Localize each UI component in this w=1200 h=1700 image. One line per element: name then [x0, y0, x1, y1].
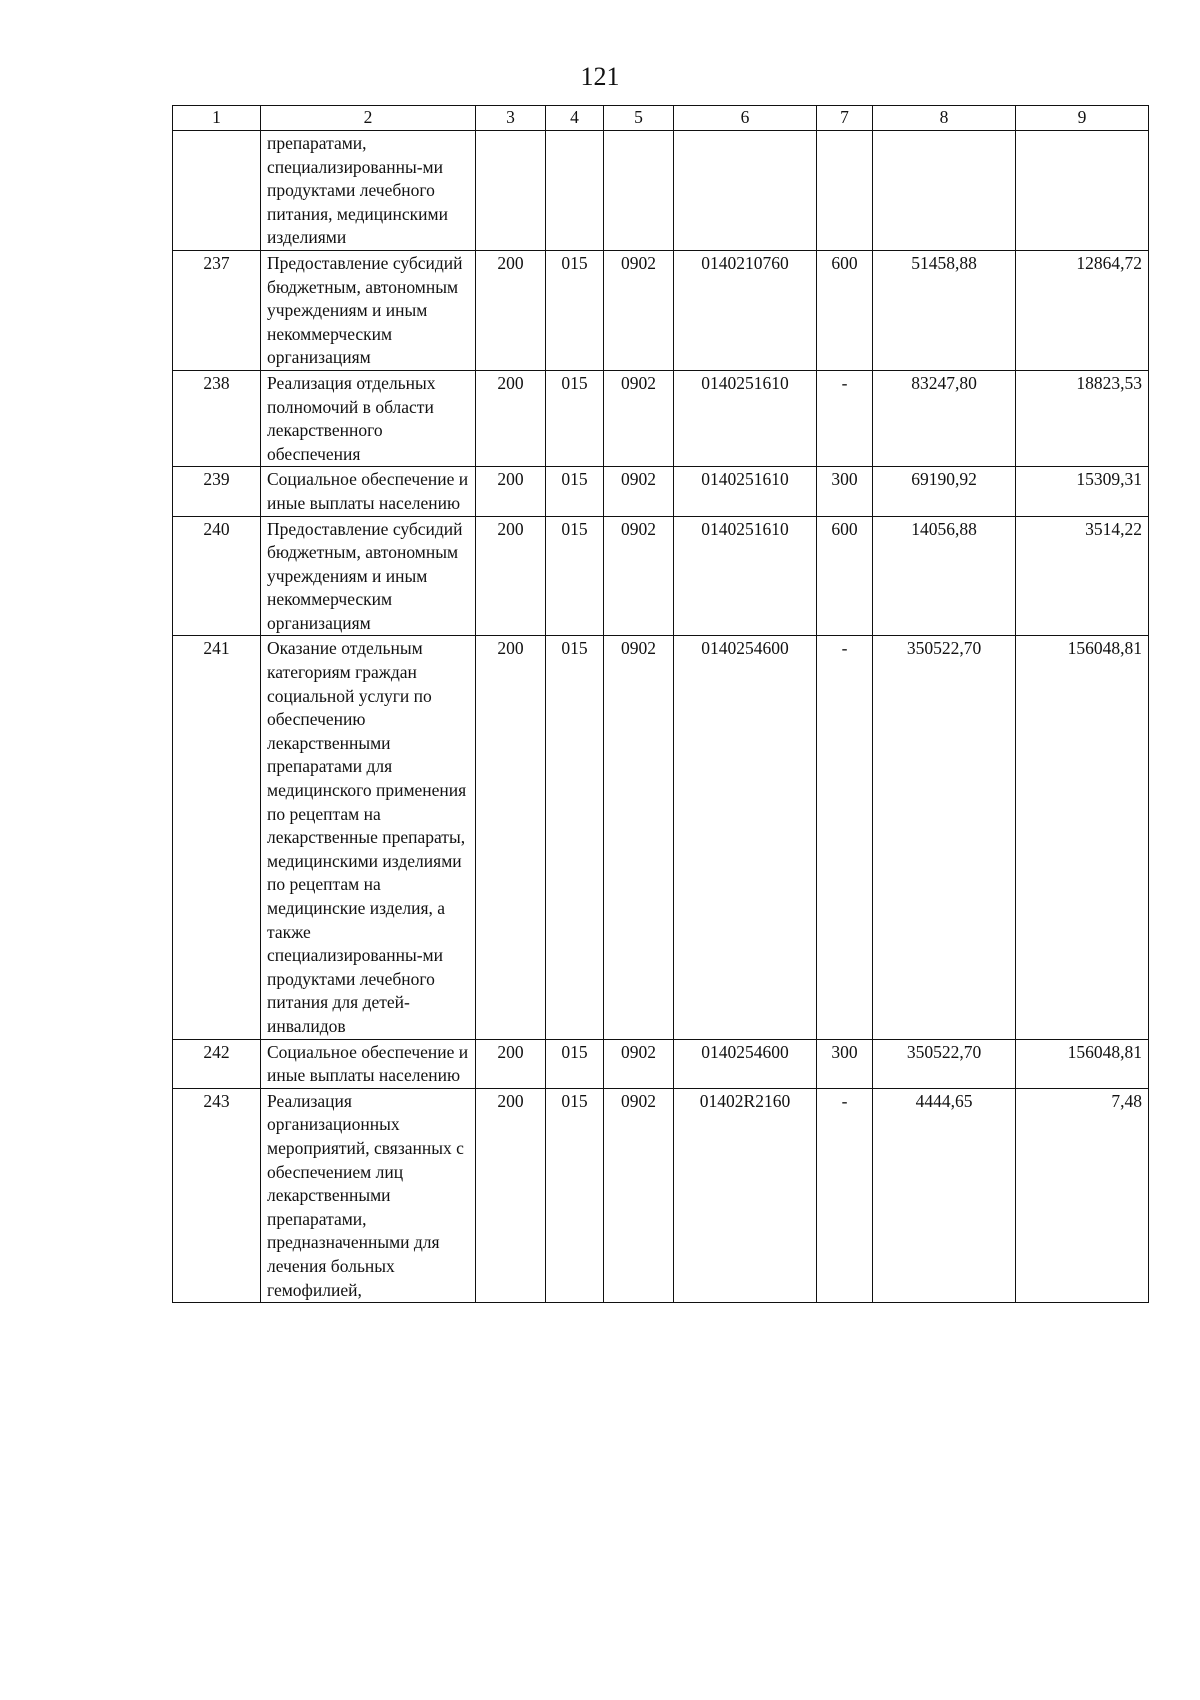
cell-c3: 200	[476, 250, 546, 370]
cell-c3: 200	[476, 636, 546, 1039]
cell-c8	[873, 131, 1016, 251]
cell-c8: 83247,80	[873, 370, 1016, 466]
budget-table	[172, 105, 1149, 1303]
row-name: Предоставление субсидий бюджетным, автономным учреждениям и иным некоммерческим организациям	[261, 516, 476, 636]
cell-c5: 0902	[604, 1088, 674, 1302]
header-cell: 8	[873, 106, 1016, 131]
row-name: Социальное обеспечение и иные выплаты населению	[261, 467, 476, 516]
table-row	[173, 250, 1149, 370]
cell-c5: 0902	[604, 636, 674, 1039]
table-row	[173, 516, 1149, 636]
row-name: Реализация организационных мероприятий, связанных с обеспечением лиц лекарственными препаратами, предназначенными для лечения больных гемофилией,	[261, 1088, 476, 1302]
cell-c3: 200	[476, 1039, 546, 1088]
cell-c3: 200	[476, 516, 546, 636]
cell-c6: 0140251610	[674, 516, 817, 636]
cell-c6: 0140251610	[674, 467, 817, 516]
cell-c7: -	[817, 1088, 873, 1302]
cell-c3: 200	[476, 1088, 546, 1302]
header-cell: 2	[261, 106, 476, 131]
cell-c8: 69190,92	[873, 467, 1016, 516]
header-cell: 9	[1016, 106, 1149, 131]
table-row	[173, 467, 1149, 516]
header-cell: 5	[604, 106, 674, 131]
header-cell: 1	[173, 106, 261, 131]
cell-c8: 14056,88	[873, 516, 1016, 636]
cell-c4: 015	[546, 636, 604, 1039]
cell-c9: 156048,81	[1016, 636, 1149, 1039]
header-cell: 3	[476, 106, 546, 131]
cell-c3: 200	[476, 467, 546, 516]
cell-c9	[1016, 131, 1149, 251]
row-number: 241	[173, 636, 261, 1039]
row-number: 242	[173, 1039, 261, 1088]
header-cell: 7	[817, 106, 873, 131]
cell-c4: 015	[546, 250, 604, 370]
row-number: 240	[173, 516, 261, 636]
cell-c7: -	[817, 636, 873, 1039]
cell-c9: 15309,31	[1016, 467, 1149, 516]
row-name: Предоставление субсидий бюджетным, автономным учреждениям и иным некоммерческим организациям	[261, 250, 476, 370]
row-number: 243	[173, 1088, 261, 1302]
cell-c4: 015	[546, 467, 604, 516]
cell-c6: 01402R2160	[674, 1088, 817, 1302]
cell-c5: 0902	[604, 370, 674, 466]
cell-c9: 3514,22	[1016, 516, 1149, 636]
row-name: Оказание отдельным категориям граждан социальной услуги по обеспечению лекарственными препаратами для медицинского применения по рецептам на лекарственные препараты, медицинскими изделиями по рецептам на медицинские изделия, а также специализированны-ми продуктами лечебного питания для детей-инвалидов	[261, 636, 476, 1039]
table-row	[173, 370, 1149, 466]
row-name: препаратами, специализированны-ми продуктами лечебного питания, медицинскими изделиями	[261, 131, 476, 251]
cell-c5: 0902	[604, 250, 674, 370]
row-number: 237	[173, 250, 261, 370]
cell-c9: 18823,53	[1016, 370, 1149, 466]
cell-c7: 300	[817, 467, 873, 516]
cell-c7: 600	[817, 250, 873, 370]
cell-c7: 300	[817, 1039, 873, 1088]
header-row	[173, 106, 1149, 131]
cell-c8: 4444,65	[873, 1088, 1016, 1302]
row-number: 238	[173, 370, 261, 466]
row-number	[173, 131, 261, 251]
cell-c4: 015	[546, 370, 604, 466]
cell-c7: 600	[817, 516, 873, 636]
cell-c5: 0902	[604, 467, 674, 516]
cell-c7: -	[817, 370, 873, 466]
cell-c3: 200	[476, 370, 546, 466]
row-name: Социальное обеспечение и иные выплаты населению	[261, 1039, 476, 1088]
row-number: 239	[173, 467, 261, 516]
table-row	[173, 636, 1149, 1039]
cell-c4: 015	[546, 516, 604, 636]
row-name: Реализация отдельных полномочий в области лекарственного обеспечения	[261, 370, 476, 466]
cell-c6: 0140254600	[674, 1039, 817, 1088]
cell-c7	[817, 131, 873, 251]
cell-c5: 0902	[604, 1039, 674, 1088]
cell-c6	[674, 131, 817, 251]
cell-c8: 51458,88	[873, 250, 1016, 370]
table-row	[173, 1088, 1149, 1302]
header-cell: 6	[674, 106, 817, 131]
header-cell: 4	[546, 106, 604, 131]
cell-c5: 0902	[604, 516, 674, 636]
cell-c4	[546, 131, 604, 251]
cell-c4: 015	[546, 1039, 604, 1088]
cell-c3	[476, 131, 546, 251]
cell-c6: 0140251610	[674, 370, 817, 466]
cell-c8: 350522,70	[873, 1039, 1016, 1088]
page-number: 121	[580, 62, 620, 91]
cell-c4: 015	[546, 1088, 604, 1302]
cell-c9: 7,48	[1016, 1088, 1149, 1302]
cell-c6: 0140254600	[674, 636, 817, 1039]
cell-c9: 12864,72	[1016, 250, 1149, 370]
table-row	[173, 131, 1149, 251]
cell-c5	[604, 131, 674, 251]
cell-c9: 156048,81	[1016, 1039, 1149, 1088]
table-row	[173, 1039, 1149, 1088]
cell-c8: 350522,70	[873, 636, 1016, 1039]
cell-c6: 0140210760	[674, 250, 817, 370]
